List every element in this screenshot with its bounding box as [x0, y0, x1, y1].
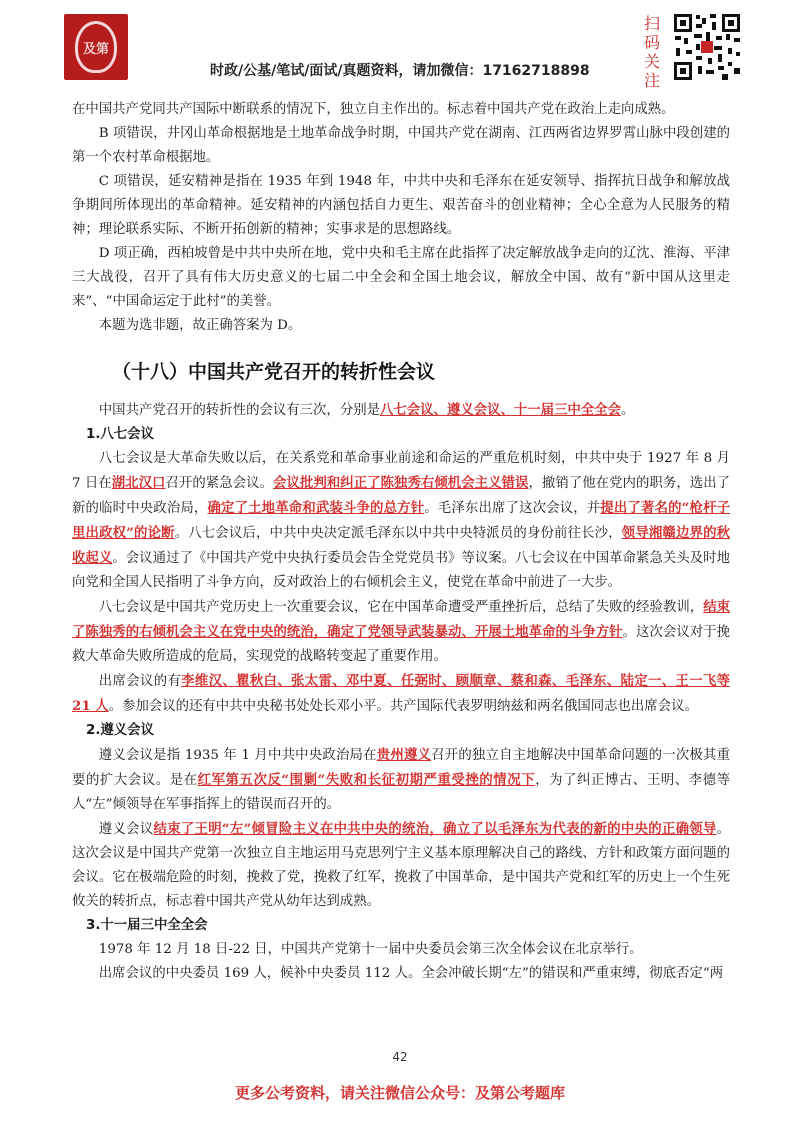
- brand-logo: [64, 14, 128, 80]
- highlight: 提出了著名的“枪杆子里出政权”的论断: [72, 500, 731, 541]
- text: 。毛泽东出席了这次会议，并: [424, 501, 601, 516]
- text: 中国共产党召开的转折性的会议有三次，分别是: [98, 403, 380, 418]
- subsection-heading: 3.十一届三中全全会: [86, 918, 208, 933]
- section-title: （十八）中国共产党召开的转折性会议: [112, 361, 436, 383]
- highlight: 湖北汉口: [111, 475, 166, 491]
- text: 。参加会议的还有中共中央秘书处处长邓小平。共产国际代表罗明纳兹和两名俄国同志也出席会议。: [108, 699, 698, 714]
- highlight: 结束了王明“左”倾冒险主义在中共中央的统治，确立了以毛泽东为代表的新的中央的正确领导: [153, 821, 717, 837]
- highlight: 确定了土地革命和武装斗争的总方针: [207, 500, 425, 516]
- paragraph: [72, 669, 730, 719]
- text: 召开的独立自主地解决中国革命问题的一次极其重要的扩大会议。是在: [72, 748, 731, 788]
- page-number: 42: [392, 1050, 408, 1064]
- highlight: 八七会议、遵义会议、十一届三中全全会: [380, 402, 622, 418]
- logo-emblem: 及第: [75, 21, 117, 73]
- text: 遵义会议: [98, 822, 154, 837]
- highlight: 领导湘赣边界的秋收起义: [72, 525, 731, 566]
- text: 召开的紧急会议。: [165, 476, 274, 491]
- text: 八七会议是中国共产党历史上一次重要会议，它在中国革命遭受严重挫折后，总结了失败的经验教训，: [98, 600, 704, 615]
- subsection-heading: 1.八七会议: [86, 427, 154, 442]
- paragraph: [72, 447, 730, 595]
- text: 。: [621, 403, 635, 418]
- text: 。八七会议后，中共中央决定派毛泽东以中共中央特派员的身份前往长沙，: [174, 526, 622, 541]
- highlight: 贵州遵义: [376, 747, 432, 763]
- qr-code-icon[interactable]: [672, 12, 742, 82]
- paragraph: [72, 817, 730, 914]
- text: 出席会议的有: [98, 674, 182, 689]
- footer-banner: 更多公考资料，请关注微信公众号：及第公考题库: [234, 1084, 565, 1102]
- text: 。这次会议对于挽救大革命失败所造成的危局，实现党的战略转变起了重要作用。: [72, 625, 731, 664]
- document-body: [72, 98, 730, 986]
- paragraph: 出席会议的中央委员 169 人，候补中央委员 112 人。全会冲破长期“左”的错误和严重束缚，彻底否定“两: [98, 966, 724, 981]
- paragraph: 本题为选非题，故正确答案为 D。: [98, 318, 302, 333]
- highlight: 结束了陈独秀的右倾机会主义在党中央的统治，确定了党领导武装暴动、开展土地革命的斗争方针: [72, 599, 731, 640]
- subsection-heading: 2.遵义会议: [86, 723, 154, 738]
- paragraph: C 项错误，延安精神是指在 1935 年到 1948 年，中共中央和毛泽东在延安领导、指挥抗日战争和解放战争期间所体现出的革命精神。延安精神的内涵包括自力更生、艰苦奋斗的创业精神；全心全意为人民服务的精神；理论联系实际、不断开拓创新的精神；实事求是的思想路线。: [72, 174, 730, 237]
- text: 八七会议是大革命失败以后，在关系党和革命事业前途和命运的严重危机时刻，中共中央于 1927 年 8 月 7 日在: [72, 451, 730, 491]
- highlight: 红军第五次反“围剿”失败和长征初期严重受挫的情况下: [197, 772, 536, 788]
- paragraph: B 项错误，井冈山革命根据地是土地革命战争时期，中国共产党在湖南、江西两省边界罗霄山脉中段创建的第一个农村革命根据地。: [72, 126, 730, 165]
- text: 。这次会议是中国共产党第一次独立自主地运用马克思列宁主义基本原理解决自己的路线、方针和政策方面问题的会议。它在极端危险的时刻，挽救了党，挽救了红军，挽救了中国革命，是中国共产党和红军的历史上一个生死攸关的转折点，标志着中国共产党从幼年达到成熟。: [72, 822, 731, 909]
- paragraph: D 项正确，西柏坡曾是中共中央所在地，党中央和毛主席在此指挥了决定解放战争走向的辽沈、淮海、平津三大战役，召开了具有伟大历史意义的七届二中全会和全国土地会议，解放全中国、故有“新中国从这里走来”、“中国命运定于此村”的美誉。: [72, 246, 730, 309]
- paragraph: [72, 743, 730, 817]
- paragraph: [72, 398, 730, 423]
- text: ，为了纠正博古、王明、李德等人“左”倾领导在军事指挥上的错误而召开的。: [72, 773, 731, 812]
- highlight: 李维汉、瞿秋白、张太雷、邓中夏、任弼时、顾顺章、蔡和森、毛泽东、陆定一、王一飞等 21 人: [72, 673, 730, 714]
- paragraph: [72, 595, 730, 669]
- paragraph: 1978 年 12 月 18 日-22 日，中国共产党第十一届中央委员会第三次全体会议在北京举行。: [98, 942, 643, 957]
- scan-label: 扫码关注: [644, 14, 661, 90]
- highlight: 会议批判和纠正了陈独秀右倾机会主义错误: [273, 475, 529, 491]
- paragraph: 在中国共产党同共产国际中断联系的情况下，独立自主作出的。标志着中国共产党在政治上走向成熟。: [72, 102, 675, 117]
- header-contact: 时政/公基/笔试/面试/真题资料，请加微信：17162718898: [210, 63, 590, 79]
- text: ，撤销了他在党内的职务，选出了新的临时中央政治局，: [72, 476, 731, 516]
- text: 。会议通过了《中国共产党中央执行委员会告全党党员书》等议案。八七会议在中国革命紧急关头及时地向党和全国人民指明了斗争方向，反对政治上的右倾机会主义，使党在革命中前进了一大步。: [72, 551, 731, 590]
- text: 遵义会议是指 1935 年 1 月中共中央政治局在: [98, 748, 377, 763]
